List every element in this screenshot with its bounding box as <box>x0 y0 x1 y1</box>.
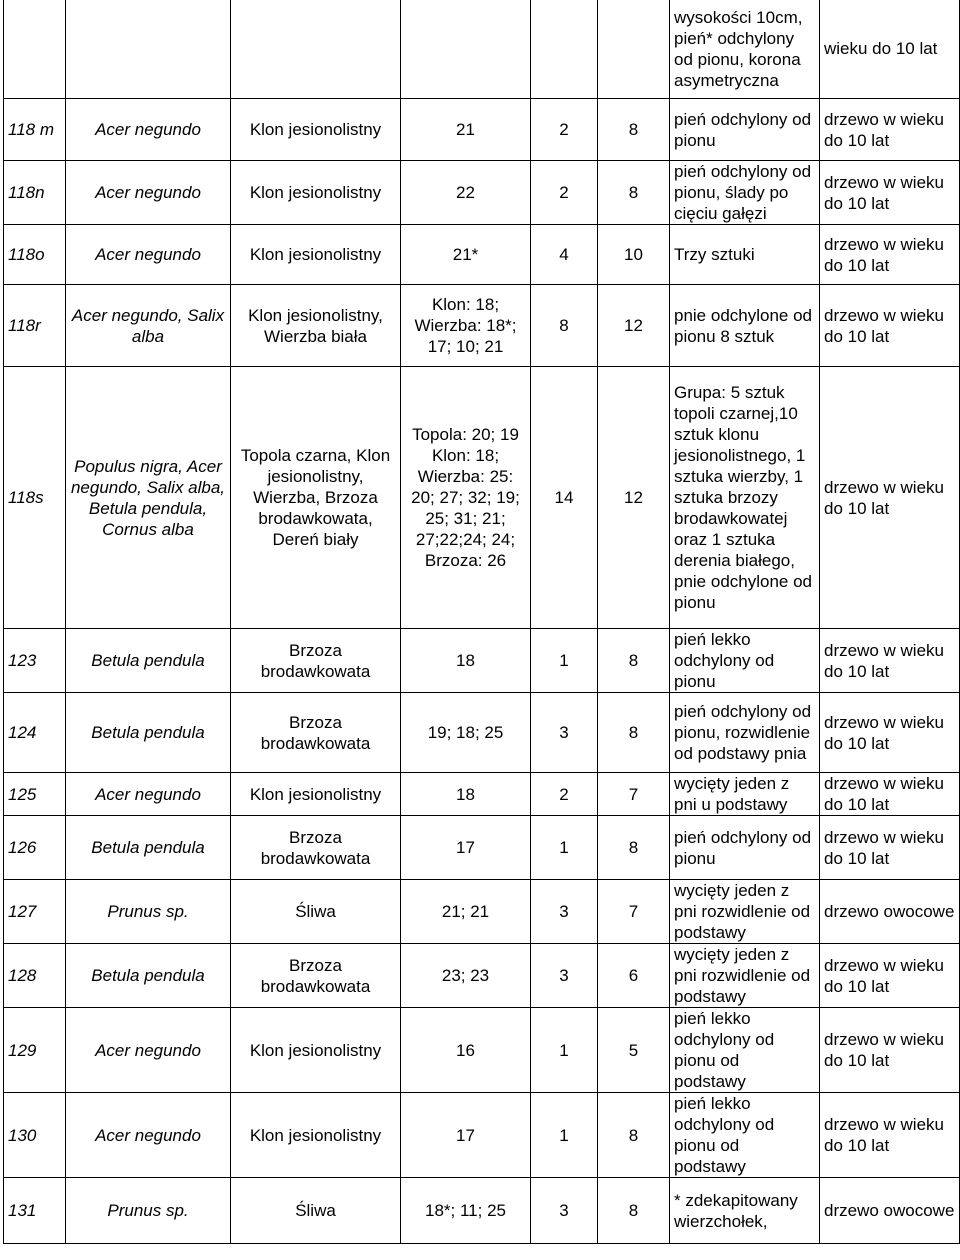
age-note-cell: drzewo w wieku do 10 lat <box>820 161 960 225</box>
table-row <box>4 880 960 944</box>
latin-name-cell: Betula pendula <box>66 816 231 880</box>
trunk-circumference-cell: 18*; 11; 25 <box>401 1178 531 1244</box>
age-note-cell: drzewo w wieku do 10 lat <box>820 773 960 816</box>
latin-name-cell: Acer negundo <box>66 225 231 285</box>
remarks-cell: pień odchylony od pionu <box>670 816 820 880</box>
tree-height-cell: 3 <box>531 693 598 773</box>
trunk-circumference-cell: Topola: 20; 19 Klon: 18; Wierzba: 25: 20; 27; 32; 19; 25; 31; 21; 27;22;24; 24; Brzoza: 26 <box>401 367 531 629</box>
age-note-cell: wieku do 10 lat <box>820 0 960 99</box>
table-body <box>4 0 960 1244</box>
polish-name-cell: Brzoza brodawkowata <box>231 693 401 773</box>
polish-name-cell: Klon jesionolistny <box>231 1008 401 1093</box>
remarks-cell: Trzy sztuki <box>670 225 820 285</box>
crown-diameter-cell: 5 <box>598 1008 670 1093</box>
trunk-circumference-cell: 23; 23 <box>401 944 531 1008</box>
table-row <box>4 285 960 367</box>
age-note-cell: drzewo owocowe <box>820 1178 960 1244</box>
crown-diameter-cell: 8 <box>598 693 670 773</box>
latin-name-cell: Betula pendula <box>66 629 231 693</box>
age-note-cell: drzewo w wieku do 10 lat <box>820 367 960 629</box>
age-note-cell: drzewo owocowe <box>820 880 960 944</box>
crown-diameter-cell: 8 <box>598 161 670 225</box>
remarks-cell: pnie odchylone od pionu 8 sztuk <box>670 285 820 367</box>
polish-name-cell <box>231 0 401 99</box>
trunk-circumference-cell: 18 <box>401 629 531 693</box>
table-row <box>4 773 960 816</box>
table-row <box>4 693 960 773</box>
tree-number-cell <box>4 0 66 99</box>
latin-name-cell: Prunus sp. <box>66 1178 231 1244</box>
age-note-cell: drzewo w wieku do 10 lat <box>820 1093 960 1178</box>
trunk-circumference-cell: 17 <box>401 1093 531 1178</box>
age-note-cell: drzewo w wieku do 10 lat <box>820 99 960 161</box>
trunk-circumference-cell: 22 <box>401 161 531 225</box>
crown-diameter-cell: 8 <box>598 99 670 161</box>
latin-name-cell: Acer negundo, Salix alba <box>66 285 231 367</box>
polish-name-cell: Brzoza brodawkowata <box>231 629 401 693</box>
tree-height-cell <box>531 0 598 99</box>
table-row <box>4 816 960 880</box>
latin-name-cell: Betula pendula <box>66 693 231 773</box>
crown-diameter-cell: 8 <box>598 1178 670 1244</box>
polish-name-cell: Klon jesionolistny <box>231 161 401 225</box>
crown-diameter-cell: 8 <box>598 1093 670 1178</box>
tree-height-cell: 1 <box>531 1008 598 1093</box>
tree-inventory-table <box>3 0 960 1244</box>
polish-name-cell: Klon jesionolistny <box>231 1093 401 1178</box>
table-row <box>4 1178 960 1244</box>
trunk-circumference-cell: 16 <box>401 1008 531 1093</box>
trunk-circumference-cell: 18 <box>401 773 531 816</box>
table-row <box>4 1008 960 1093</box>
crown-diameter-cell: 7 <box>598 773 670 816</box>
latin-name-cell <box>66 0 231 99</box>
polish-name-cell: Śliwa <box>231 880 401 944</box>
age-note-cell: drzewo w wieku do 10 lat <box>820 1008 960 1093</box>
table-row <box>4 944 960 1008</box>
age-note-cell: drzewo w wieku do 10 lat <box>820 285 960 367</box>
table-row <box>4 161 960 225</box>
table-row <box>4 367 960 629</box>
trunk-circumference-cell: 17 <box>401 816 531 880</box>
tree-number-cell: 128 <box>4 944 66 1008</box>
tree-height-cell: 3 <box>531 1178 598 1244</box>
polish-name-cell: Klon jesionolistny <box>231 99 401 161</box>
tree-height-cell: 1 <box>531 1093 598 1178</box>
polish-name-cell: Klon jesionolistny <box>231 225 401 285</box>
crown-diameter-cell: 10 <box>598 225 670 285</box>
tree-number-cell: 123 <box>4 629 66 693</box>
crown-diameter-cell: 6 <box>598 944 670 1008</box>
tree-number-cell: 118o <box>4 225 66 285</box>
latin-name-cell: Prunus sp. <box>66 880 231 944</box>
crown-diameter-cell: 8 <box>598 629 670 693</box>
table-row <box>4 225 960 285</box>
remarks-cell: Grupa: 5 sztuk topoli czarnej,10 sztuk klonu jesionolistnego, 1 sztuka wierzby, 1 sztuka brzozy brodawkowatej oraz 1 sztuka derenia białego, pnie odchylone od pionu <box>670 367 820 629</box>
tree-number-cell: 118s <box>4 367 66 629</box>
trunk-circumference-cell: 21* <box>401 225 531 285</box>
table-row <box>4 629 960 693</box>
trunk-circumference-cell: 21 <box>401 99 531 161</box>
tree-number-cell: 131 <box>4 1178 66 1244</box>
tree-height-cell: 1 <box>531 816 598 880</box>
tree-number-cell: 125 <box>4 773 66 816</box>
remarks-cell: pień lekko odchylony od pionu <box>670 629 820 693</box>
latin-name-cell: Acer negundo <box>66 773 231 816</box>
latin-name-cell: Populus nigra, Acer negundo, Salix alba, Betula pendula, Cornus alba <box>66 367 231 629</box>
tree-height-cell: 4 <box>531 225 598 285</box>
age-note-cell: drzewo w wieku do 10 lat <box>820 629 960 693</box>
tree-number-cell: 124 <box>4 693 66 773</box>
tree-number-cell: 118n <box>4 161 66 225</box>
latin-name-cell: Acer negundo <box>66 1093 231 1178</box>
age-note-cell: drzewo w wieku do 10 lat <box>820 944 960 1008</box>
remarks-cell: wycięty jeden z pni u podstawy <box>670 773 820 816</box>
crown-diameter-cell: 12 <box>598 285 670 367</box>
polish-name-cell: Brzoza brodawkowata <box>231 816 401 880</box>
remarks-cell: * zdekapitowany wierzchołek, <box>670 1178 820 1244</box>
table-row <box>4 1093 960 1178</box>
crown-diameter-cell: 8 <box>598 816 670 880</box>
polish-name-cell: Klon jesionolistny, Wierzba biała <box>231 285 401 367</box>
polish-name-cell: Topola czarna, Klon jesionolistny, Wierzba, Brzoza brodawkowata, Dereń biały <box>231 367 401 629</box>
tree-height-cell: 2 <box>531 161 598 225</box>
latin-name-cell: Acer negundo <box>66 161 231 225</box>
table-row <box>4 0 960 99</box>
remarks-cell: pień odchylony od pionu <box>670 99 820 161</box>
remarks-cell: wycięty jeden z pni rozwidlenie od podstawy <box>670 944 820 1008</box>
polish-name-cell: Śliwa <box>231 1178 401 1244</box>
polish-name-cell: Klon jesionolistny <box>231 773 401 816</box>
trunk-circumference-cell: 19; 18; 25 <box>401 693 531 773</box>
polish-name-cell: Brzoza brodawkowata <box>231 944 401 1008</box>
crown-diameter-cell <box>598 0 670 99</box>
latin-name-cell: Acer negundo <box>66 99 231 161</box>
tree-height-cell: 2 <box>531 773 598 816</box>
trunk-circumference-cell: 21; 21 <box>401 880 531 944</box>
latin-name-cell: Acer negundo <box>66 1008 231 1093</box>
latin-name-cell: Betula pendula <box>66 944 231 1008</box>
tree-height-cell: 3 <box>531 880 598 944</box>
tree-height-cell: 1 <box>531 629 598 693</box>
remarks-cell: wysokości 10cm, pień* odchylony od pionu, korona asymetryczna <box>670 0 820 99</box>
crown-diameter-cell: 7 <box>598 880 670 944</box>
crown-diameter-cell: 12 <box>598 367 670 629</box>
tree-number-cell: 129 <box>4 1008 66 1093</box>
remarks-cell: pień lekko odchylony od pionu od podstawy <box>670 1008 820 1093</box>
tree-number-cell: 118r <box>4 285 66 367</box>
tree-height-cell: 2 <box>531 99 598 161</box>
tree-height-cell: 8 <box>531 285 598 367</box>
trunk-circumference-cell: Klon: 18; Wierzba: 18*; 17; 10; 21 <box>401 285 531 367</box>
tree-height-cell: 14 <box>531 367 598 629</box>
remarks-cell: wycięty jeden z pni rozwidlenie od podstawy <box>670 880 820 944</box>
age-note-cell: drzewo w wieku do 10 lat <box>820 225 960 285</box>
tree-number-cell: 126 <box>4 816 66 880</box>
tree-number-cell: 127 <box>4 880 66 944</box>
remarks-cell: pień odchylony od pionu, rozwidlenie od podstawy pnia <box>670 693 820 773</box>
remarks-cell: pień lekko odchylony od pionu od podstawy <box>670 1093 820 1178</box>
age-note-cell: drzewo w wieku do 10 lat <box>820 693 960 773</box>
remarks-cell: pień odchylony od pionu, ślady po cięciu gałęzi <box>670 161 820 225</box>
tree-number-cell: 130 <box>4 1093 66 1178</box>
age-note-cell: drzewo w wieku do 10 lat <box>820 816 960 880</box>
tree-height-cell: 3 <box>531 944 598 1008</box>
table-row <box>4 99 960 161</box>
tree-number-cell: 118 m <box>4 99 66 161</box>
trunk-circumference-cell <box>401 0 531 99</box>
